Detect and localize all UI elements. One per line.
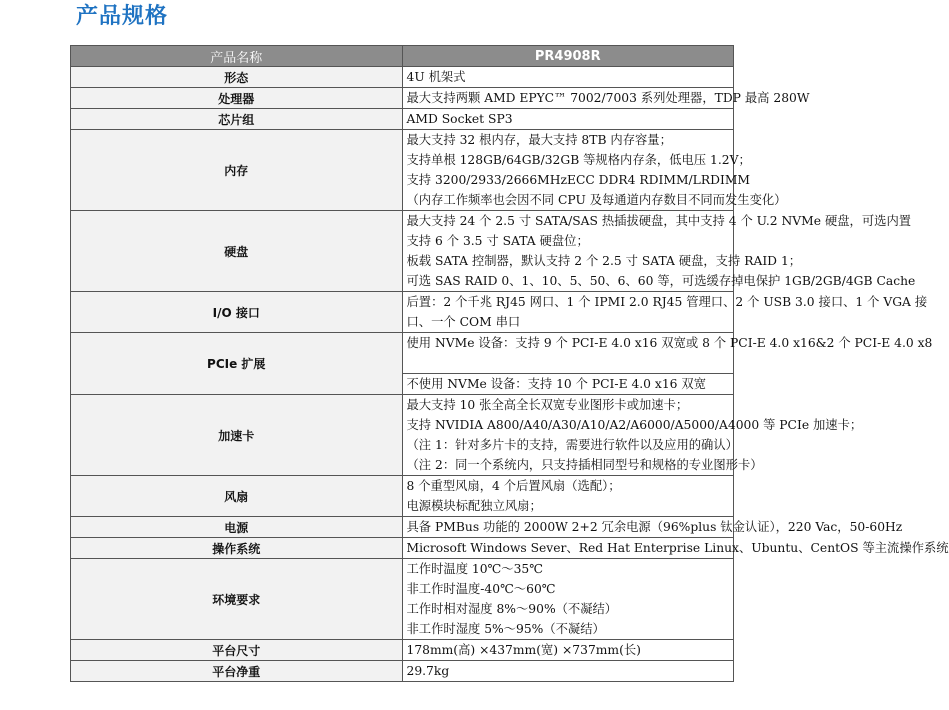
value-line: 非工作时温度-40℃～60℃ bbox=[406, 582, 556, 596]
value-line: 最大支持两颗 AMD EPYC™ 7002/7003 系列处理器，TDP 最高 280W bbox=[406, 91, 810, 105]
value-line: 使用 NVMe 设备：支持 9 个 PCI-E 4.0 x16 双宽或 8 个 PCI-E 4.0 x16&2 个 PCI-E 4.0 x8 bbox=[406, 336, 933, 350]
row-value-env bbox=[402, 559, 734, 640]
value-line: 178mm(高) ×437mm(宽) ×737mm(长) bbox=[406, 643, 641, 657]
value-line: 不使用 NVMe 设备：支持 10 个 PCI-E 4.0 x16 双宽 bbox=[403, 373, 734, 394]
table-row bbox=[71, 130, 734, 211]
row-label-pcie: PCIe 扩展 bbox=[71, 333, 403, 395]
row-label-disk: 硬盘 bbox=[71, 211, 403, 292]
row-value-chipset bbox=[402, 109, 734, 130]
row-label-fan: 风扇 bbox=[71, 476, 403, 517]
row-value-form bbox=[402, 67, 734, 88]
value-line bbox=[403, 353, 734, 373]
value-line: 工作时温度 10℃～35℃ bbox=[406, 562, 543, 576]
value-line: （注 1：针对多片卡的支持，需要进行软件以及应用的确认） bbox=[406, 438, 738, 452]
value-line: 支持单根 128GB/64GB/32GB 等规格内存条，低电压 1.2V； bbox=[406, 153, 751, 167]
table-row bbox=[71, 211, 734, 292]
value-line: 具备 PMBus 功能的 2000W 2+2 冗余电源（96%plus 钛金认证），220 Vac，50-60Hz bbox=[406, 520, 903, 534]
value-line: （内存工作频率也会因不同 CPU 及每通道内存数目不同而发生变化） bbox=[406, 193, 787, 207]
table-row bbox=[71, 538, 734, 559]
value-line: 29.7kg bbox=[406, 664, 450, 678]
row-label-io: I/O 接口 bbox=[71, 292, 403, 333]
header-label: 产品名称 bbox=[71, 46, 403, 67]
value-line: 电源模块标配独立风扇； bbox=[406, 499, 542, 513]
table-row bbox=[71, 395, 734, 476]
row-label-env: 环境要求 bbox=[71, 559, 403, 640]
row-value-memory bbox=[402, 130, 787, 211]
row-value-os bbox=[402, 538, 949, 559]
value-line: 最大支持 24 个 2.5 寸 SATA/SAS 热插拔硬盘，其中支持 4 个 U.2 NVMe 硬盘，可选内置 bbox=[406, 214, 912, 228]
value-line: 支持 6 个 3.5 寸 SATA 硬盘位； bbox=[406, 234, 589, 248]
row-label-memory: 内存 bbox=[71, 130, 403, 211]
row-value-io bbox=[402, 292, 928, 333]
table-row bbox=[71, 517, 734, 538]
value-line: 板载 SATA 控制器，默认支持 2 个 2.5 寸 SATA 硬盘，支持 RAID 1； bbox=[406, 254, 802, 268]
value-line: 4U 机架式 bbox=[406, 70, 466, 84]
header-model: PR4908R bbox=[402, 46, 734, 67]
value-line: 后置：2 个千兆 RJ45 网口、1 个 IPMI 2.0 RJ45 管理口、2 个 USB 3.0 接口、1 个 VGA 接 bbox=[406, 295, 928, 309]
value-line: 口、一个 COM 串口 bbox=[406, 315, 521, 329]
value-line: 支持 3200/2933/2666MHzECC DDR4 RDIMM/LRDIMM bbox=[406, 173, 751, 187]
table-row bbox=[71, 559, 734, 640]
value-line: 最大支持 32 根内存，最大支持 8TB 内存容量； bbox=[406, 133, 672, 147]
table-row bbox=[71, 292, 734, 333]
value-line: 8 个重型风扇，4 个后置风扇（选配）； bbox=[406, 479, 621, 493]
value-line: 工作时相对湿度 8%～90%（不凝结） bbox=[406, 602, 618, 616]
row-label-size: 平台尺寸 bbox=[71, 640, 403, 661]
row-label-gpu: 加速卡 bbox=[71, 395, 403, 476]
table-header-row bbox=[71, 46, 734, 67]
value-line: 支持 NVIDIA A800/A40/A30/A10/A2/A6000/A5000/A4000 等 PCIe 加速卡； bbox=[406, 418, 863, 432]
row-value-gpu bbox=[402, 395, 863, 476]
spec-table bbox=[70, 45, 949, 682]
table-row bbox=[71, 67, 734, 88]
table-row bbox=[71, 88, 734, 109]
table-row bbox=[71, 661, 734, 682]
row-label-power: 电源 bbox=[71, 517, 403, 538]
page-title: 产品规格 bbox=[76, 4, 169, 29]
value-line: 最大支持 10 张全高全长双宽专业图形卡或加速卡； bbox=[406, 398, 689, 412]
value-line: 非工作时湿度 5%～95%（不凝结） bbox=[406, 622, 605, 636]
row-value-pcie bbox=[402, 333, 933, 395]
table-row bbox=[71, 476, 734, 517]
row-label-cpu: 处理器 bbox=[71, 88, 403, 109]
value-line: Microsoft Windows Sever、Red Hat Enterprise Linux、Ubuntu、CentOS 等主流操作系统 bbox=[406, 541, 949, 555]
value-line: AMD Socket SP3 bbox=[406, 112, 513, 126]
row-value-disk bbox=[402, 211, 916, 292]
value-line: 可选 SAS RAID 0、1、10、5、50、6、60 等，可选缓存掉电保护 1GB/2GB/4GB Cache bbox=[406, 274, 916, 288]
row-value-cpu bbox=[402, 88, 810, 109]
row-value-fan bbox=[402, 476, 734, 517]
table-row bbox=[71, 109, 734, 130]
row-value-size bbox=[402, 640, 734, 661]
row-value-power bbox=[402, 517, 903, 538]
row-value-weight bbox=[402, 661, 734, 682]
value-line: （注 2：同一个系统内，只支持插相同型号和规格的专业图形卡） bbox=[406, 458, 763, 472]
row-label-weight: 平台净重 bbox=[71, 661, 403, 682]
table-row bbox=[71, 333, 734, 395]
row-label-chipset: 芯片组 bbox=[71, 109, 403, 130]
table-row bbox=[71, 640, 734, 661]
row-label-form: 形态 bbox=[71, 67, 403, 88]
row-label-os: 操作系统 bbox=[71, 538, 403, 559]
